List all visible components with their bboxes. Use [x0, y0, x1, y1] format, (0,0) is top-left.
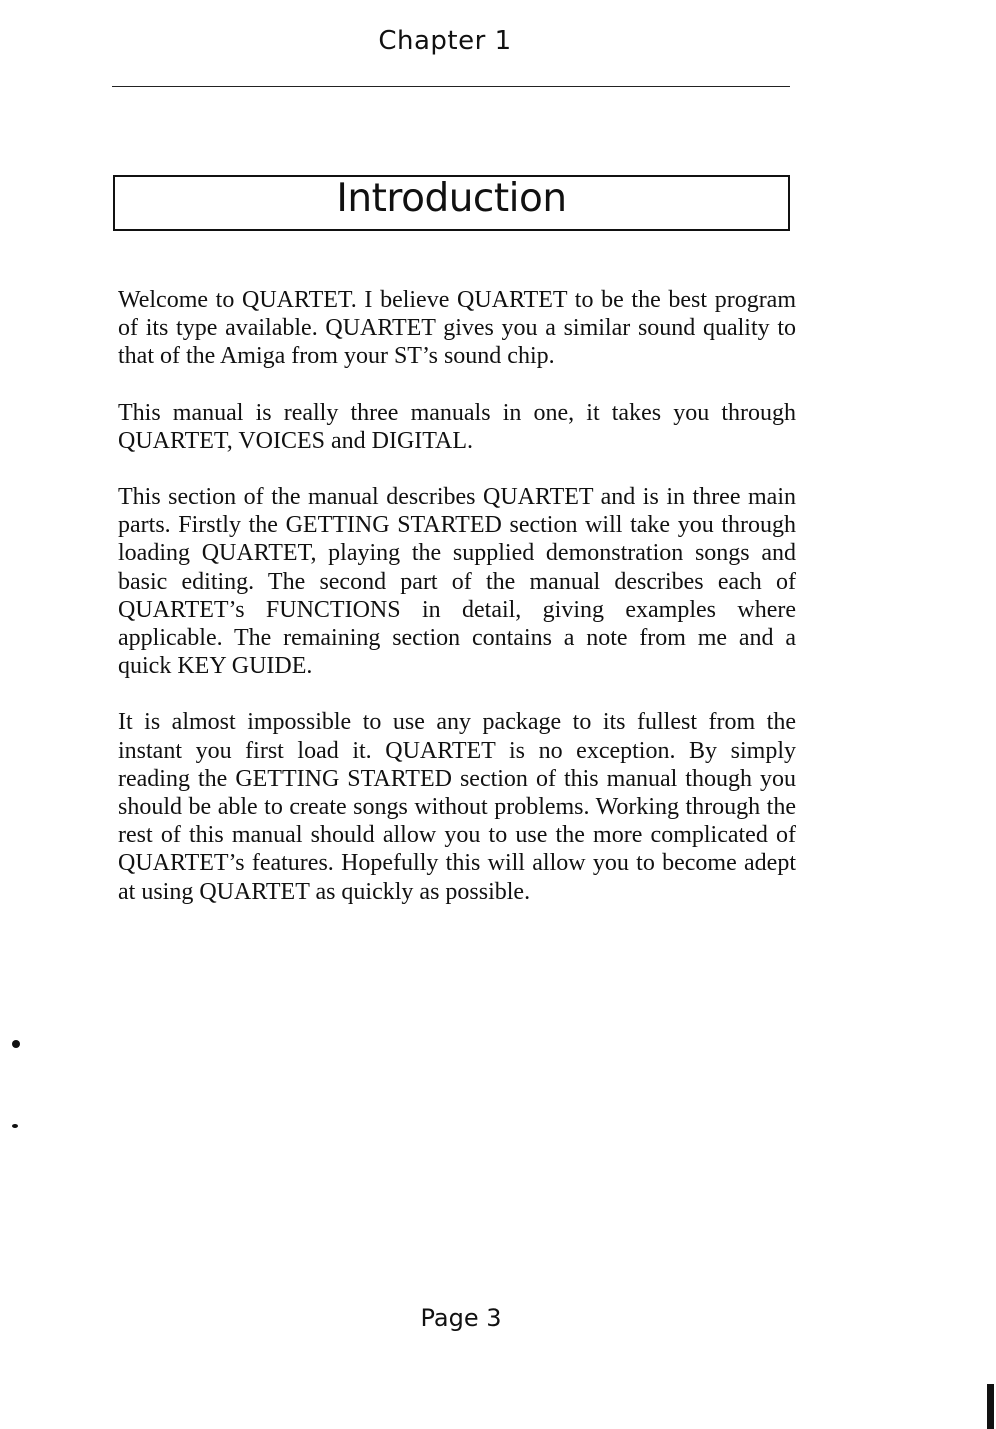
paragraph-manual-overview: This manual is really three manuals in one, it takes you through QUARTET, VOICES and DIGITAL. [118, 399, 796, 454]
scan-speck [12, 1124, 18, 1128]
section-title-box [113, 175, 790, 231]
body-text [118, 286, 796, 934]
scan-edge-mark [987, 1384, 994, 1429]
paragraph-welcome: Welcome to QUARTET. I believe QUARTET to be the best program of its type available. QUARTET gives you a similar sound quality to that of the Amiga from your ST’s sound chip. [118, 287, 796, 370]
chapter-heading: Chapter 1 [378, 26, 512, 56]
paragraph-section-parts: This section of the manual describes QUARTET and is in three main parts. Firstly the GETTING STARTED section will take you through loading QUARTET, playing the supplied demonstration songs and basic editing. The second part of the manual describes each of QUARTET’s FUNCTIONS in detail, giving examples where applicable. The remaining section contains a note from me and a quick KEY GUIDE. [118, 484, 796, 680]
paragraph-getting-started: It is almost impossible to use any package to its fullest from the instant you first load it. QUARTET is no exception. By simply reading the GETTING STARTED section of this manual though you should be able to create songs without problems. Working through the rest of this manual should allow you to use the more complicated of QUARTET’s features. Hopefully this will allow you to become adept at using QUARTET as quickly as possible. [118, 709, 796, 905]
header-rule [112, 86, 790, 87]
page-number: Page 3 [420, 1304, 502, 1332]
scan-speck [12, 1040, 20, 1048]
section-title: Introduction [336, 176, 567, 221]
